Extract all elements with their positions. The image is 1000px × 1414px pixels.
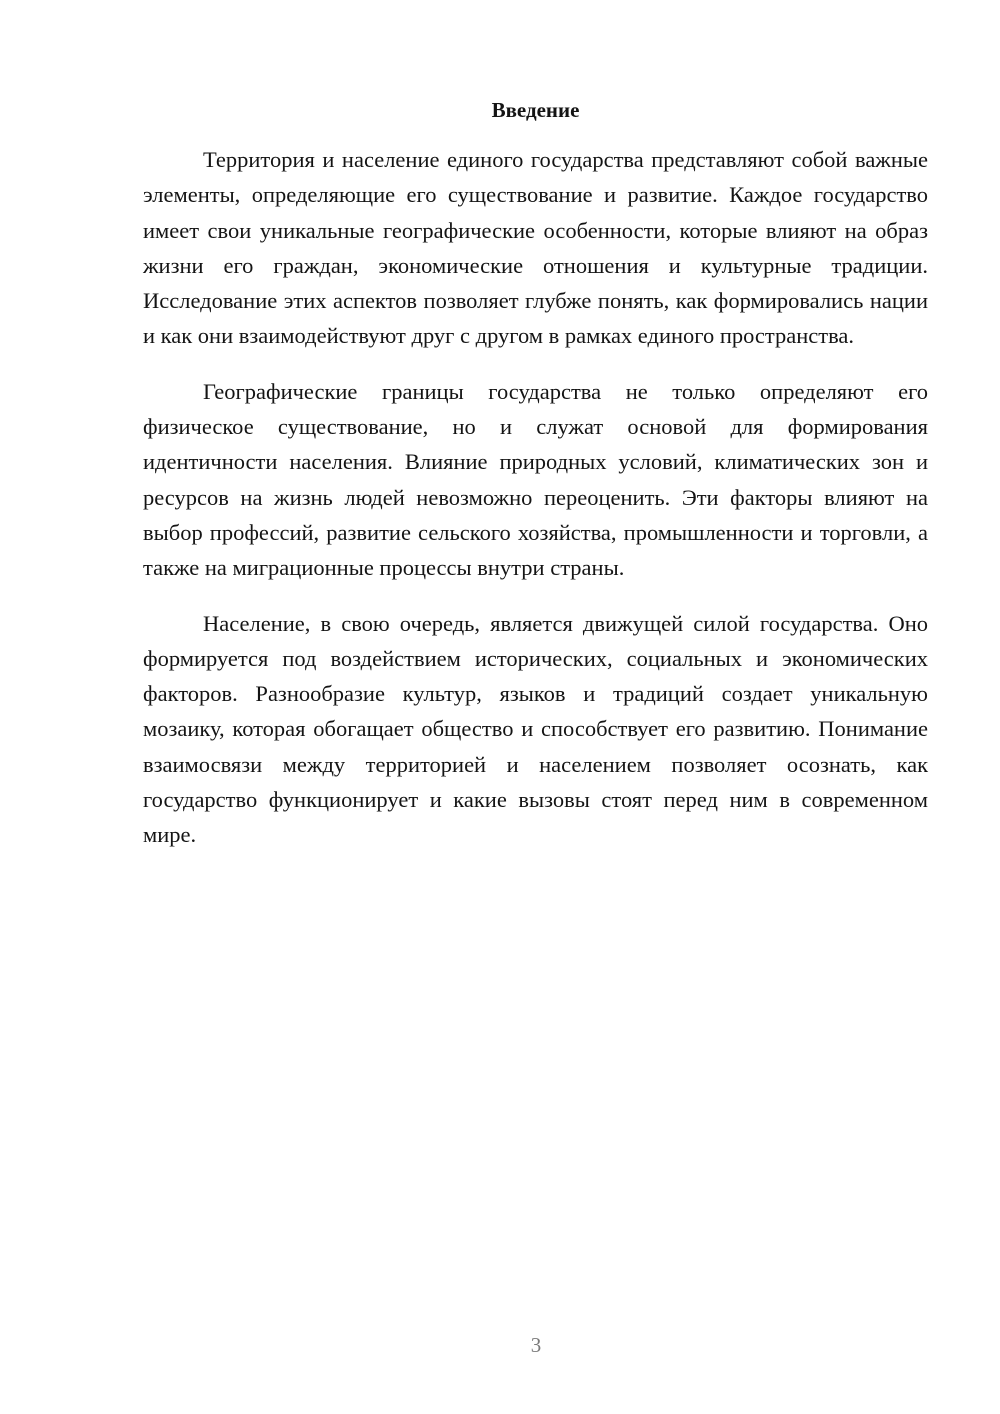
paragraph-1: Территория и население единого государства представляют собой важные элементы, определяющие его существование и развитие. Каждое государство имеет свои уникальные географические особенности, которые влияют на образ жизни его граждан, экономические отношения и культурные традиции. Исследование этих аспектов позволяет глубже понять, как формировались нации и как они взаимодействуют друг с другом в рамках единого пространства. xyxy=(143,147,928,349)
page-number: 3 xyxy=(530,1333,542,1357)
paragraph-3: Население, в свою очередь, является движущей силой государства. Оно формируется под воздействием исторических, социальных и экономических факторов. Разнообразие культур, языков и традиций создает уникальную мозаику, которая обогащает общество и способствует его развитию. Понимание взаимосвязи между территорией и населением позволяет осознать, как государство функционирует и какие вызовы стоят перед ним в современном мире. xyxy=(143,610,928,848)
page-content xyxy=(143,95,928,873)
paragraph-2: Географические границы государства не только определяют его физическое существование, но и служат основой для формирования идентичности населения. Влияние природных условий, климатических зон и ресурсов на жизнь людей невозможно переоценить. Эти факторы влияют на выбор профессий, развитие сельского хозяйства, промышленности и торговли, а также на миграционные процессы внутри страны. xyxy=(143,378,928,581)
section-title: Введение xyxy=(491,98,580,122)
